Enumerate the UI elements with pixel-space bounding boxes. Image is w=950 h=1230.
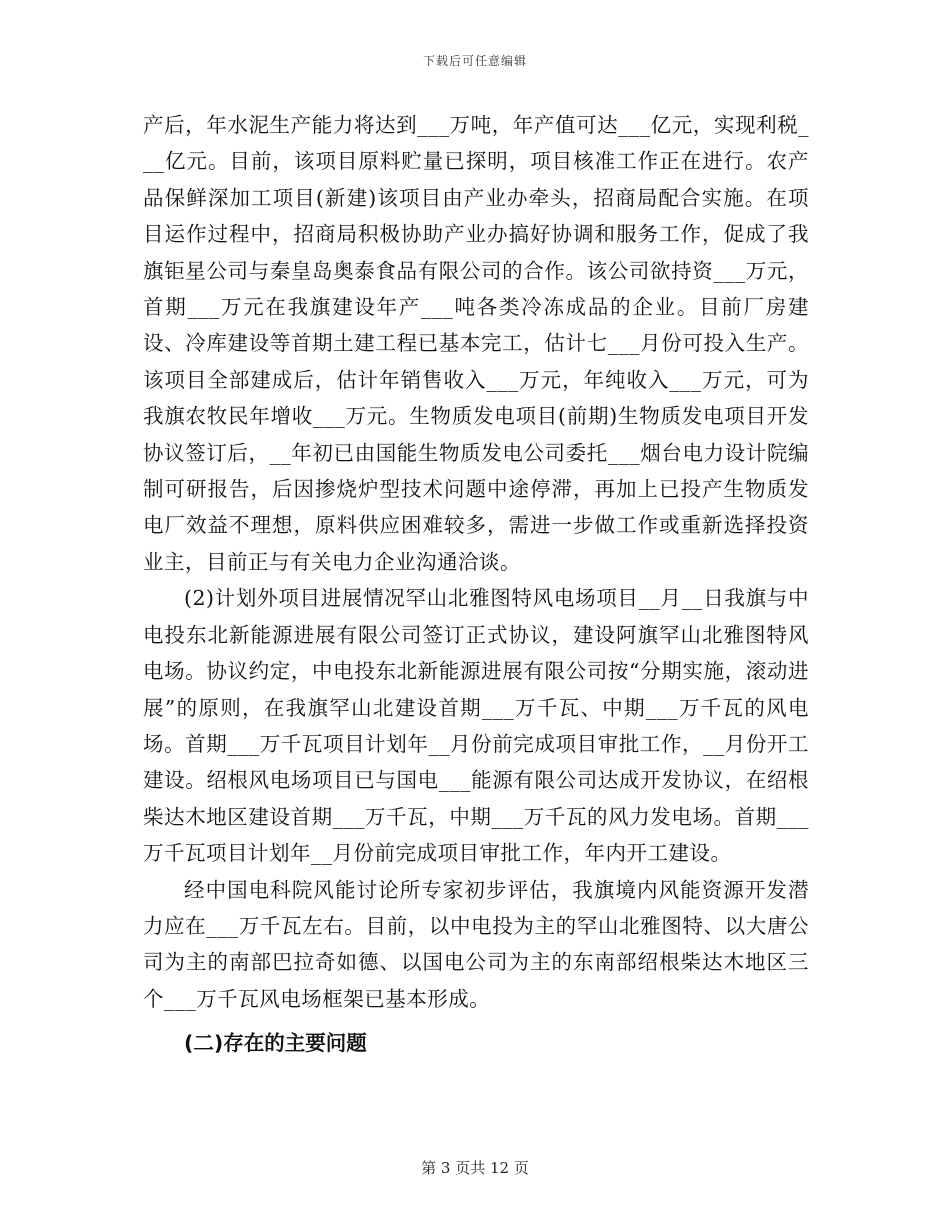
page-number: 第 3 页共 12 页 (421, 1159, 529, 1177)
paragraph-wind-potential: 经中国电科院风能讨论所专家初步评估，我旗境内风能资源开发潜力应在___万千瓦左右。目前，以中电投为主的罕山北雅图特、以大唐公司为主的南部巴拉奇如德、以国电公司为主的东南部绍根柴达木地区三个___万千瓦风电场框架已基本形成。 (143, 877, 809, 1011)
paragraph-project-progress: 产后，年水泥生产能力将达到___万吨，年产值可达___亿元，实现利税___亿元。目前，该项目原料贮量已探明，项目核准工作正在进行。农产品保鲜深加工项目(新建)该项目由产业办牵头，招商局配合实施。在项目运作过程中，招商局积极协助产业办搞好协调和服务工作，促成了我旗钜星公司与秦皇岛奥泰食品有限公司的合作。该公司欲持资___万元，首期___万元在我旗建设年产___吨各类冷冻成品的企业。目前厂房建设、冷库建设等首期土建工程已基本完工，估计七___月份可投入生产。该项目全部建成后，估计年销售收入___万元，年纯收入___万元，可为我旗农牧民年增收___万元。生物质发电项目(前期)生物质发电项目开发协议签订后，__年初已由国能生物质发电公司委托___烟台电力设计院编制可研报告，后因掺烧炉型技术问题中途停滞，再加上已投产生物质发电厂效益不理想，原料供应困难较多，需进一步做工作或重新选择投资业主，目前正与有关电力企业沟通洽谈。 (143, 113, 809, 574)
document-body (143, 107, 809, 1062)
section-heading: (二)存在的主要问题 (184, 1031, 367, 1056)
header-note: 下载后可任意编辑 (422, 54, 527, 68)
paragraph-unplanned-projects: (2)计划外项目进展情况罕山北雅图特风电场项目__月__日我旗与中电投东北新能源进展有限公司签订正式协议，建设阿旗罕山北雅图特风电场。协议约定，中电投东北新能源进展有限公司按“分期实施，滚动进展”的原则，在我旗罕山北建设首期___万千瓦、中期___万千瓦的风电场。首期___万千瓦项目计划年__月份前完成项目审批工作，__月份开工建设。绍根风电场项目已与国电___能源有限公司达成开发协议，在绍根柴达木地区建设首期___万千瓦，中期___万千瓦的风力发电场。首期___万千瓦项目计划年__月份前完成项目审批工作，年内开工建设。 (143, 586, 809, 866)
